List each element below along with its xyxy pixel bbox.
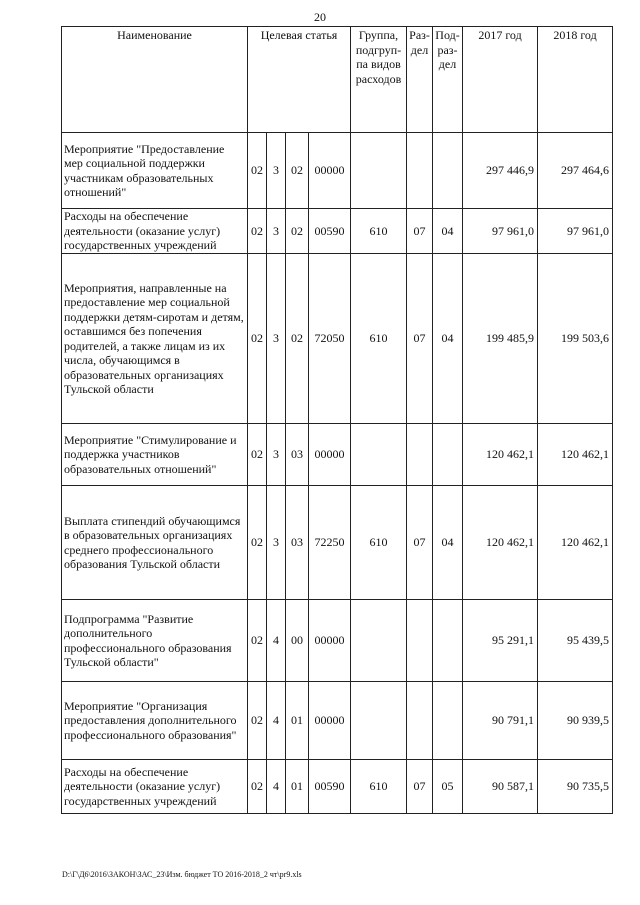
cell-group: 610 bbox=[351, 209, 407, 254]
cell-section: 07 bbox=[407, 486, 433, 600]
cell-group bbox=[351, 133, 407, 209]
header-subsection: Под-раз-дел bbox=[433, 27, 463, 133]
header-group: Группа, подгруп-па видов расходов bbox=[351, 27, 407, 133]
table-row bbox=[62, 209, 613, 254]
cell-code-event: 00 bbox=[286, 600, 309, 682]
cell-group bbox=[351, 424, 407, 486]
cell-code-program: 02 bbox=[248, 133, 267, 209]
cell-group: 610 bbox=[351, 486, 407, 600]
table-row bbox=[62, 133, 613, 209]
cell-subsection bbox=[433, 682, 463, 760]
cell-2018: 199 503,6 bbox=[538, 254, 613, 424]
cell-subsection: 04 bbox=[433, 209, 463, 254]
cell-subsection: 05 bbox=[433, 760, 463, 814]
cell-group bbox=[351, 600, 407, 682]
cell-2017: 90 791,1 bbox=[463, 682, 538, 760]
cell-group bbox=[351, 682, 407, 760]
cell-code-subprogram: 4 bbox=[267, 600, 286, 682]
header-section: Раз-дел bbox=[407, 27, 433, 133]
budget-table bbox=[61, 26, 613, 814]
cell-code-program: 02 bbox=[248, 682, 267, 760]
cell-code-program: 02 bbox=[248, 424, 267, 486]
cell-code-direction: 72050 bbox=[309, 254, 351, 424]
cell-subsection: 04 bbox=[433, 254, 463, 424]
cell-section bbox=[407, 424, 433, 486]
cell-code-program: 02 bbox=[248, 600, 267, 682]
cell-code-event: 02 bbox=[286, 133, 309, 209]
cell-code-subprogram: 3 bbox=[267, 133, 286, 209]
cell-section bbox=[407, 600, 433, 682]
table-row bbox=[62, 682, 613, 760]
cell-group: 610 bbox=[351, 760, 407, 814]
table-row bbox=[62, 424, 613, 486]
cell-code-direction: 00590 bbox=[309, 209, 351, 254]
cell-name: Мероприятие "Стимулирование и поддержка участников образовательных отношений" bbox=[62, 424, 248, 486]
cell-section bbox=[407, 682, 433, 760]
header-name: Наименование bbox=[62, 27, 248, 133]
header-target: Целевая статья bbox=[248, 27, 351, 133]
cell-code-event: 02 bbox=[286, 254, 309, 424]
cell-2018: 90 735,5 bbox=[538, 760, 613, 814]
file-path-footer: D:\Г\Д6\2016\ЗАКОН\ЗАС_23\Изм. бюджет ТО 2016-2018_2 чт\pr9.xls bbox=[62, 870, 302, 879]
cell-code-program: 02 bbox=[248, 760, 267, 814]
cell-2017: 97 961,0 bbox=[463, 209, 538, 254]
table-row bbox=[62, 254, 613, 424]
cell-code-subprogram: 3 bbox=[267, 254, 286, 424]
cell-subsection bbox=[433, 600, 463, 682]
cell-subsection bbox=[433, 133, 463, 209]
cell-code-direction: 00000 bbox=[309, 600, 351, 682]
cell-code-direction: 00000 bbox=[309, 682, 351, 760]
cell-name: Подпрограмма "Развитие дополнительного профессионального образования Тульской области" bbox=[62, 600, 248, 682]
cell-code-direction: 00590 bbox=[309, 760, 351, 814]
table-row bbox=[62, 600, 613, 682]
cell-2017: 297 446,9 bbox=[463, 133, 538, 209]
cell-2018: 90 939,5 bbox=[538, 682, 613, 760]
table-header-row bbox=[62, 27, 613, 133]
cell-name: Мероприятие "Предоставление мер социальной поддержки участникам образовательных отношений" bbox=[62, 133, 248, 209]
cell-2018: 95 439,5 bbox=[538, 600, 613, 682]
cell-name: Мероприятия, направленные на предоставление мер социальной поддержки детям-сиротам и детям, оставшимся без попечения родителей, а также лицам из их числа, обучающимся в образовательных организациях Тульской области bbox=[62, 254, 248, 424]
cell-code-direction: 00000 bbox=[309, 424, 351, 486]
cell-code-program: 02 bbox=[248, 486, 267, 600]
cell-2018: 297 464,6 bbox=[538, 133, 613, 209]
cell-code-subprogram: 4 bbox=[267, 682, 286, 760]
cell-2017: 199 485,9 bbox=[463, 254, 538, 424]
cell-code-program: 02 bbox=[248, 254, 267, 424]
cell-section: 07 bbox=[407, 209, 433, 254]
cell-name: Расходы на обеспечение деятельности (оказание услуг) государственных учреждений bbox=[62, 209, 248, 254]
cell-code-subprogram: 3 bbox=[267, 486, 286, 600]
cell-code-event: 01 bbox=[286, 682, 309, 760]
cell-code-program: 02 bbox=[248, 209, 267, 254]
cell-code-subprogram: 3 bbox=[267, 209, 286, 254]
cell-code-subprogram: 4 bbox=[267, 760, 286, 814]
cell-name: Мероприятие "Организация предоставления дополнительного профессионального образования" bbox=[62, 682, 248, 760]
cell-2017: 90 587,1 bbox=[463, 760, 538, 814]
cell-subsection bbox=[433, 424, 463, 486]
table-row bbox=[62, 486, 613, 600]
cell-section bbox=[407, 133, 433, 209]
cell-code-subprogram: 3 bbox=[267, 424, 286, 486]
header-2017: 2017 год bbox=[463, 27, 538, 133]
cell-name: Выплата стипендий обучающимся в образовательных организациях среднего профессионального образования Тульской области bbox=[62, 486, 248, 600]
cell-code-event: 01 bbox=[286, 760, 309, 814]
cell-2018: 120 462,1 bbox=[538, 486, 613, 600]
cell-2017: 95 291,1 bbox=[463, 600, 538, 682]
header-2018: 2018 год bbox=[538, 27, 613, 133]
cell-code-event: 03 bbox=[286, 424, 309, 486]
cell-code-event: 03 bbox=[286, 486, 309, 600]
cell-code-event: 02 bbox=[286, 209, 309, 254]
cell-section: 07 bbox=[407, 254, 433, 424]
cell-code-direction: 00000 bbox=[309, 133, 351, 209]
table-row bbox=[62, 760, 613, 814]
cell-2018: 97 961,0 bbox=[538, 209, 613, 254]
cell-section: 07 bbox=[407, 760, 433, 814]
cell-group: 610 bbox=[351, 254, 407, 424]
cell-2017: 120 462,1 bbox=[463, 486, 538, 600]
page-number: 20 bbox=[314, 10, 326, 24]
cell-code-direction: 72250 bbox=[309, 486, 351, 600]
cell-2018: 120 462,1 bbox=[538, 424, 613, 486]
cell-name: Расходы на обеспечение деятельности (оказание услуг) государственных учреждений bbox=[62, 760, 248, 814]
cell-2017: 120 462,1 bbox=[463, 424, 538, 486]
cell-subsection: 04 bbox=[433, 486, 463, 600]
